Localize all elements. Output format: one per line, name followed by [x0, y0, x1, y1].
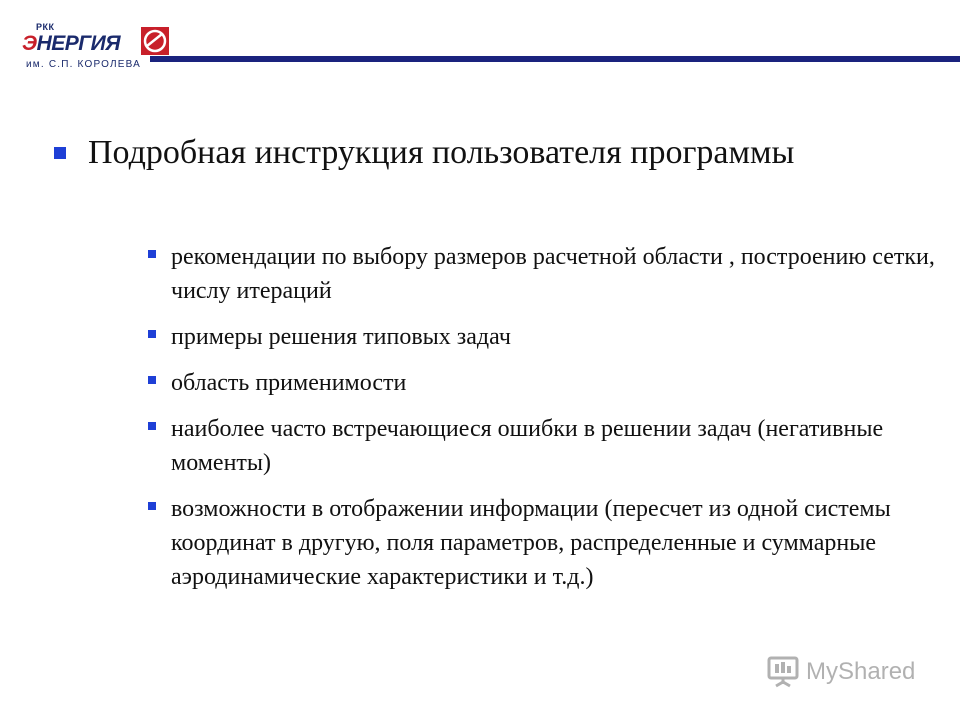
orbit-emblem-icon [140, 26, 170, 56]
list-item-text: наиболее часто встречающиеся ошибки в решении задач (негативные моменты) [171, 416, 884, 476]
list-item [146, 320, 946, 354]
logo-name-rest: НЕРГИЯ [36, 32, 121, 55]
list-item [146, 240, 946, 308]
logo-name [22, 32, 120, 56]
list-item [146, 492, 946, 594]
watermark [766, 652, 915, 692]
logo-name-first-letter: Э [22, 32, 37, 55]
bullet-icon [148, 376, 156, 384]
logo-subtitle: им. С.П. КОРОЛЕВА [26, 59, 142, 70]
title-bullet-icon [54, 147, 66, 159]
list-item-text: примеры решения типовых задач [171, 324, 511, 350]
list-item-text: возможности в отображении информации (пересчет из одной системы координат в другую, поля параметров, распределенные и суммарные аэродинамические характеристики и т.д.) [171, 496, 891, 590]
list-item-text: рекомендации по выбору размеров расчетной области , построению сетки, числу итераций [171, 244, 935, 304]
logo-rkk-text: РКК [36, 22, 55, 32]
company-logo [22, 20, 182, 80]
bullet-list [146, 240, 946, 606]
presentation-icon [766, 656, 800, 688]
slide-title: Подробная инструкция пользователя программы [88, 134, 795, 171]
list-item [146, 412, 946, 480]
list-item [146, 366, 946, 400]
header-divider [150, 56, 960, 62]
bullet-icon [148, 422, 156, 430]
list-item-text: область применимости [171, 370, 407, 396]
bullet-icon [148, 502, 156, 510]
watermark-text: MyShared [806, 658, 916, 685]
bullet-icon [148, 330, 156, 338]
bullet-icon [148, 250, 156, 258]
